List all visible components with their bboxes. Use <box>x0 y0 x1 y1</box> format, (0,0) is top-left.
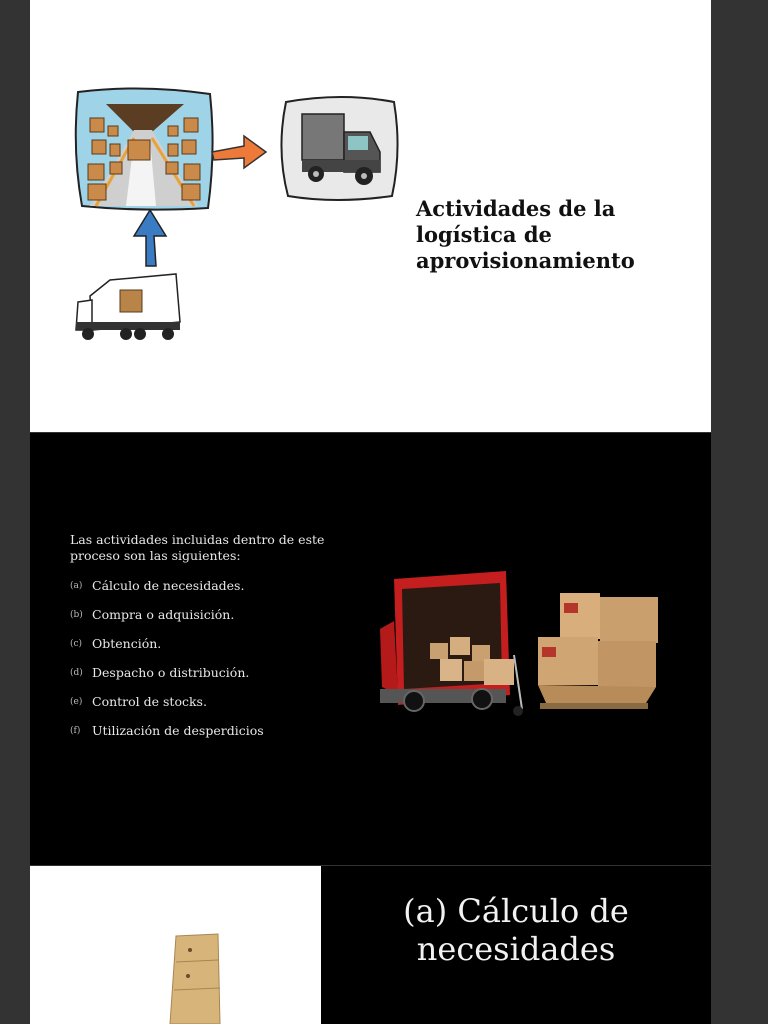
scrollbar[interactable] <box>711 0 768 1024</box>
list-item-text: Compra o adquisición. <box>92 607 235 622</box>
slide-3-body-text-cutoff <box>340 1016 700 1024</box>
slide-3-heading <box>321 892 711 968</box>
warehouse-illustration <box>76 88 213 209</box>
slide-2-intro: Las actividades incluidas dentro de este proceso son las siguientes: <box>70 532 325 563</box>
slide-1 <box>30 0 711 432</box>
list-item-text: Obtención. <box>92 636 162 651</box>
delivery-truck-illustration <box>281 97 397 200</box>
slide-1-title <box>416 196 696 274</box>
title-line: logística de <box>416 222 552 247</box>
heading-line: (a) Cálculo de <box>403 892 629 930</box>
title-line: aprovisionamiento <box>416 248 635 273</box>
list-marker: (e) <box>70 697 83 707</box>
list-marker: (a) <box>70 581 83 591</box>
stacked-boxes-column-image <box>30 866 321 1024</box>
list-item-text: Control de stocks. <box>92 694 207 709</box>
arrow-up-icon <box>134 210 166 266</box>
list-marker: (d) <box>70 668 83 678</box>
list-marker: (c) <box>70 639 83 649</box>
list-marker: (b) <box>70 610 83 620</box>
list-item-text: Cálculo de necesidades. <box>92 578 245 593</box>
title-line: Actividades de la <box>416 196 616 221</box>
slide-2-image <box>30 433 711 865</box>
list-item-text: Despacho o distribución. <box>92 665 250 680</box>
list-marker: (f) <box>70 726 81 736</box>
slide-2 <box>30 433 711 865</box>
stacked-cardboard-boxes-on-pallet-image <box>538 593 658 709</box>
semi-trailer-truck-illustration <box>76 274 180 340</box>
heading-line: necesidades <box>416 930 616 968</box>
slide-3-image-panel <box>30 866 321 1024</box>
arrow-right-icon <box>212 136 266 168</box>
list-item-text: Utilización de desperdicios <box>92 723 264 738</box>
red-truck-with-boxes-image <box>380 571 523 716</box>
slide-3 <box>30 866 711 1024</box>
